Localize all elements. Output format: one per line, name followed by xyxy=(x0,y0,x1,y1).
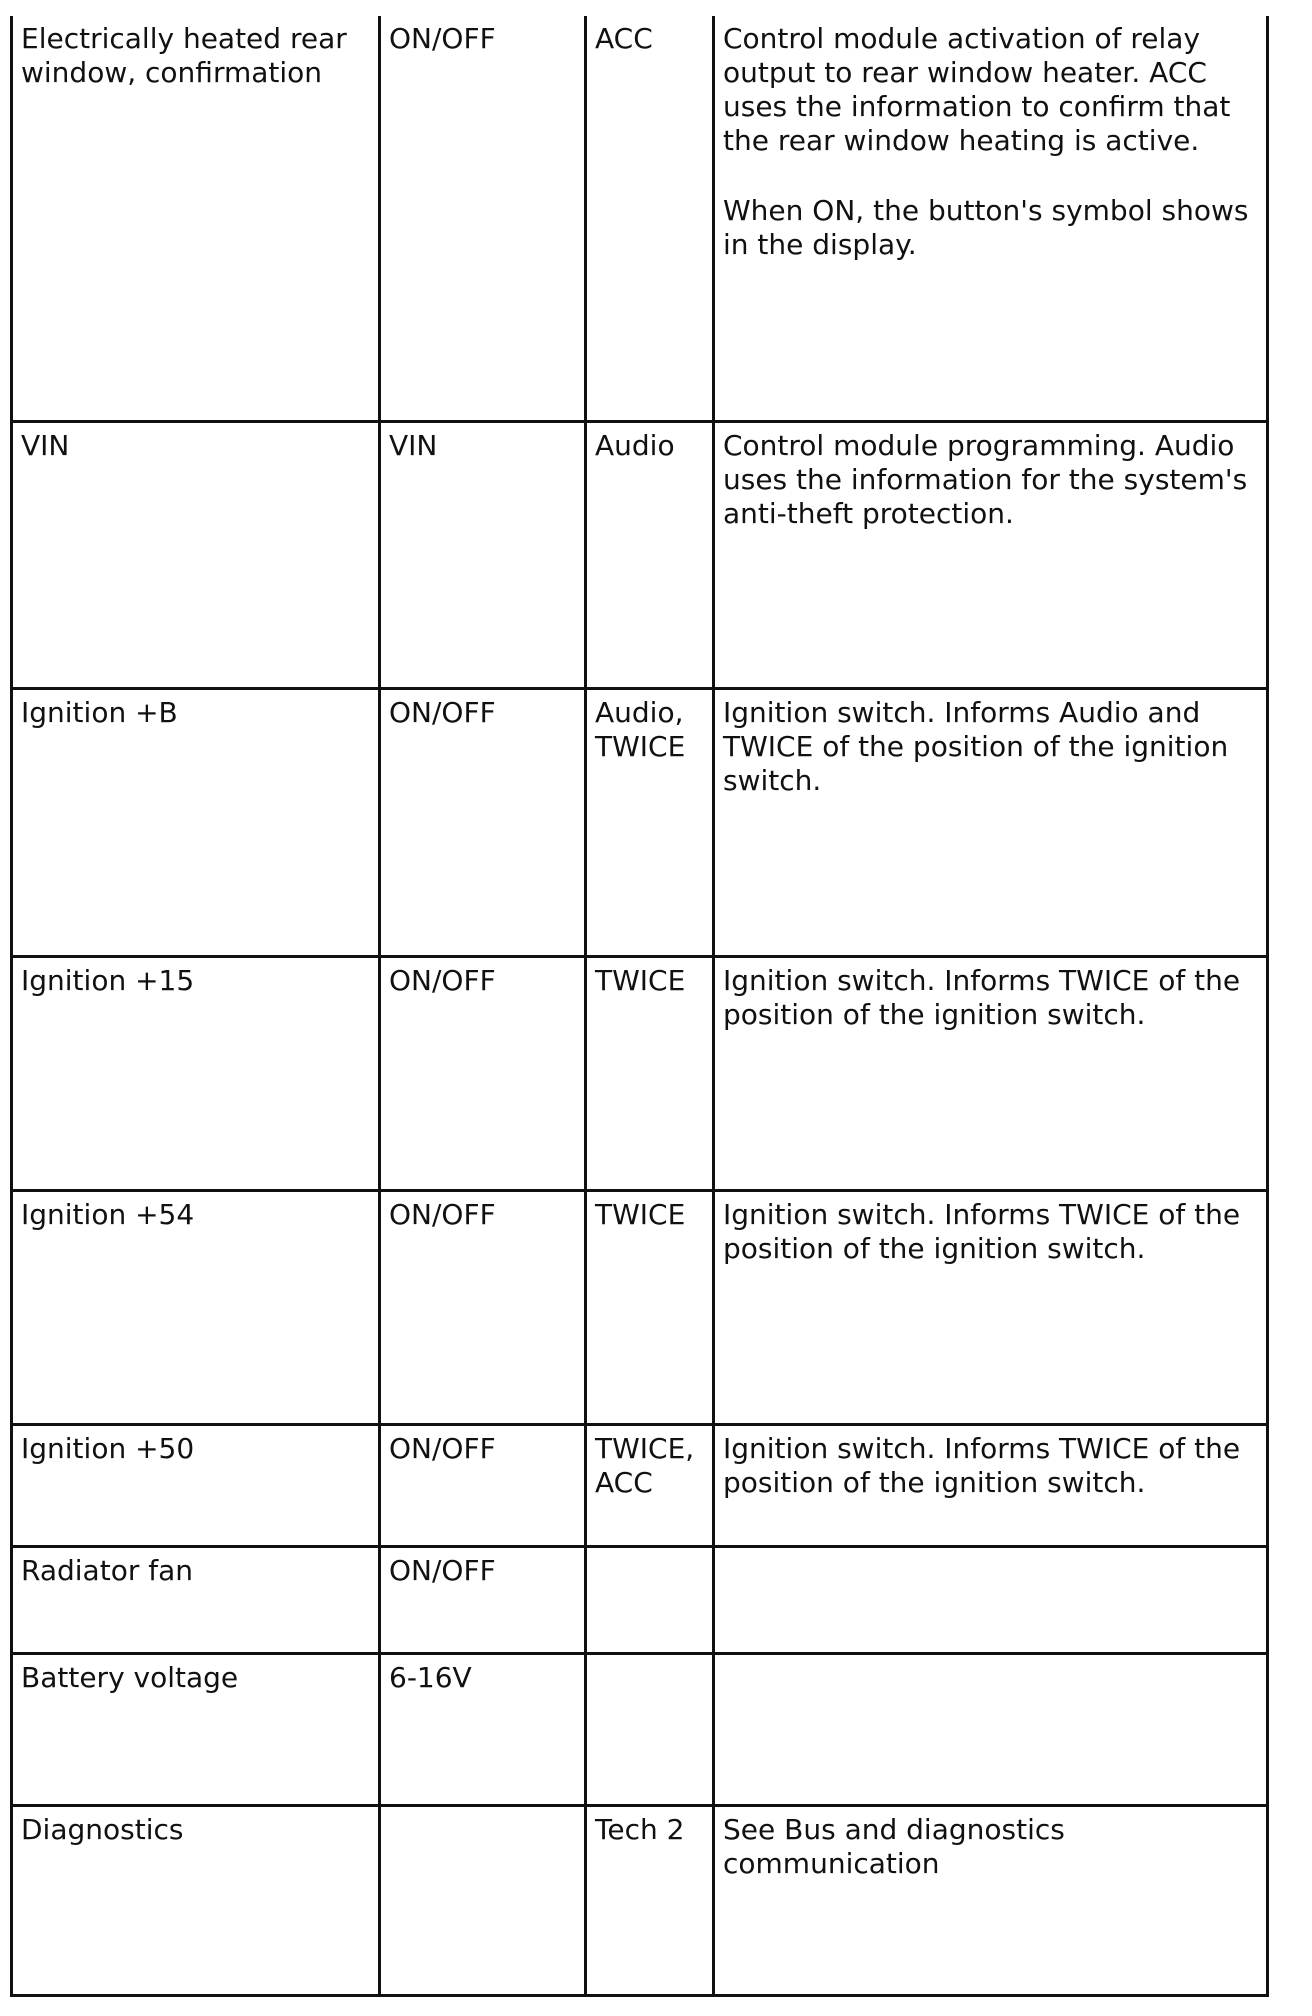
description-text: Ignition switch. Informs Audio and TWICE of the position of the ignition switch. xyxy=(723,695,1229,797)
value-cell: VIN xyxy=(380,421,586,688)
signal-name-cell: Ignition +54 xyxy=(12,1190,380,1424)
value-cell: ON/OFF xyxy=(380,1546,586,1653)
receiver-cell: TWICE, ACC xyxy=(586,1424,714,1546)
signal-name-cell: Radiator fan xyxy=(12,1546,380,1653)
description-text: See Bus and diagnostics communication xyxy=(723,1812,1065,1880)
value-cell: ON/OFF xyxy=(380,16,586,421)
receiver-cell: ACC xyxy=(586,16,714,421)
description-text: Ignition switch. Informs TWICE of the position of the ignition switch. xyxy=(723,1197,1241,1265)
signal-name-cell: Battery voltage xyxy=(12,1653,380,1805)
table-row xyxy=(12,956,1268,1190)
value-cell: ON/OFF xyxy=(380,956,586,1190)
table-row xyxy=(12,1805,1268,1995)
description-cell xyxy=(714,1424,1268,1546)
description-cell xyxy=(714,956,1268,1190)
table-row xyxy=(12,421,1268,688)
table-row xyxy=(12,1546,1268,1653)
signal-name-cell: Ignition +B xyxy=(12,688,380,956)
table-row xyxy=(12,1653,1268,1805)
table-row xyxy=(12,688,1268,956)
description-text: Control module activation of relay output to rear window heater. ACC uses the information to confirm that the rear window heating is active. xyxy=(723,22,1231,157)
description-cell xyxy=(714,1190,1268,1424)
table-row xyxy=(12,1190,1268,1424)
table-row xyxy=(12,1424,1268,1546)
description-text: Ignition switch. Informs TWICE of the position of the ignition switch. xyxy=(723,1431,1241,1499)
receiver-cell xyxy=(586,1546,714,1653)
description-cell xyxy=(714,1546,1268,1653)
receiver-cell: TWICE xyxy=(586,956,714,1190)
receiver-cell: Audio xyxy=(586,421,714,688)
signal-table xyxy=(10,16,1269,1997)
description-cell xyxy=(714,16,1268,421)
value-cell xyxy=(380,1805,586,1995)
description-text: When ON, the button's symbol shows in the display. xyxy=(723,194,1249,261)
description-cell xyxy=(714,1805,1268,1995)
table-row xyxy=(12,16,1268,421)
description-text: Ignition switch. Informs TWICE of the position of the ignition switch. xyxy=(723,963,1241,1031)
description-cell xyxy=(714,688,1268,956)
value-cell: 6-16V xyxy=(380,1653,586,1805)
value-cell: ON/OFF xyxy=(380,1190,586,1424)
description-text: Control module programming. Audio uses the information for the system's anti-theft protection. xyxy=(723,428,1248,530)
description-cell xyxy=(714,1653,1268,1805)
signal-name-cell: Ignition +15 xyxy=(12,956,380,1190)
receiver-cell: TWICE xyxy=(586,1190,714,1424)
value-cell: ON/OFF xyxy=(380,1424,586,1546)
signal-name-cell: Ignition +50 xyxy=(12,1424,380,1546)
receiver-cell: Tech 2 xyxy=(586,1805,714,1995)
signal-name-cell: VIN xyxy=(12,421,380,688)
receiver-cell: Audio, TWICE xyxy=(586,688,714,956)
signal-name-cell: Electrically heated rear window, confirmation xyxy=(12,16,380,421)
signal-name-cell: Diagnostics xyxy=(12,1805,380,1995)
receiver-cell xyxy=(586,1653,714,1805)
value-cell: ON/OFF xyxy=(380,688,586,956)
description-cell xyxy=(714,421,1268,688)
